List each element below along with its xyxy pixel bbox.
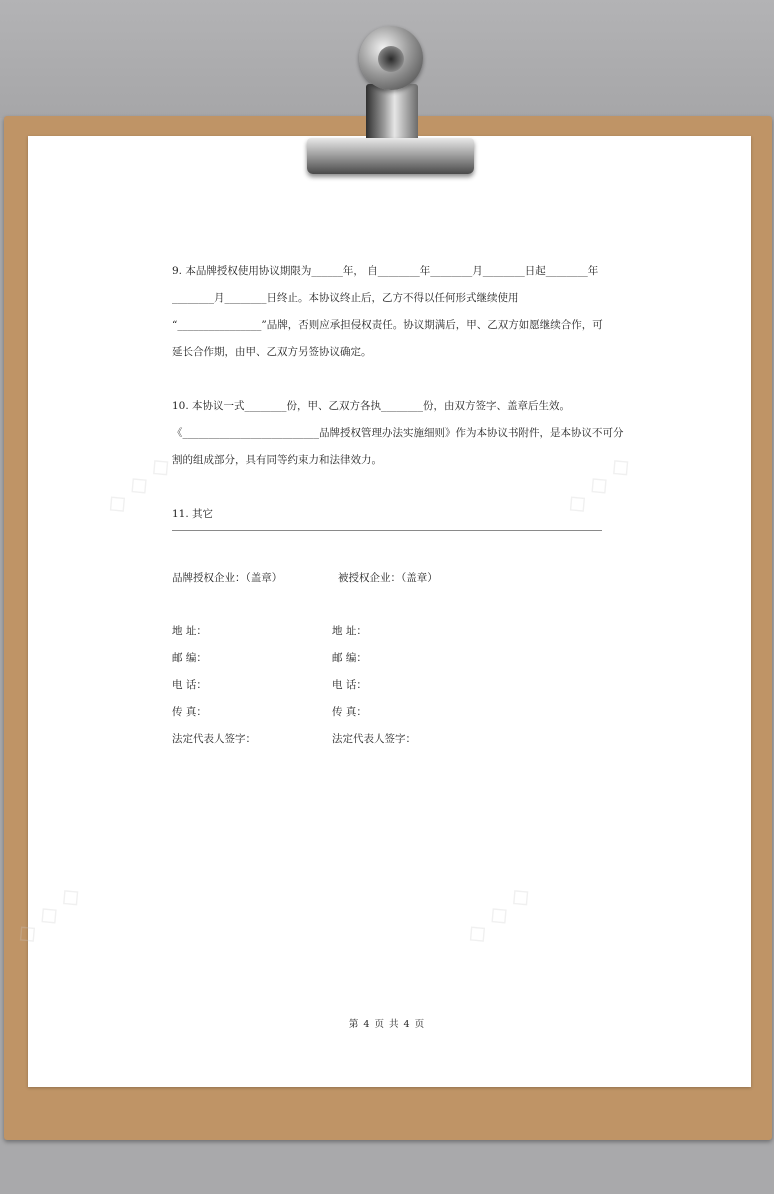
licensor-phone-label: 电 话： xyxy=(172,679,207,691)
licensee-postcode-label: 邮 编： xyxy=(332,652,367,664)
clause-9-line: 9. 本品牌授权使用协议期限为______年， 自________年________月________日起________年 xyxy=(172,265,599,277)
clause-10-line: 割的组成部分，具有同等约束力和法律效力。 xyxy=(172,454,382,466)
blank-line xyxy=(172,530,602,531)
watermark: ◇ ◇ ◇ xyxy=(459,878,538,952)
clause-9-line: ________月________日终止。本协议终止后，乙方不得以任何形式继续使用 xyxy=(172,292,519,304)
licensee-address-label: 地 址： xyxy=(332,625,367,637)
clause-9 xyxy=(172,258,604,366)
watermark: ◇ ◇ ◇ xyxy=(9,878,88,952)
page-footer: 第 4 页 共 4 页 xyxy=(348,1019,426,1030)
clause-10-line: 10. 本协议一式________份，甲、乙双方各执________份，由双方签字、盖章后生效。 xyxy=(172,400,571,412)
clause-9-line: “________________”品牌，否则应承担侵权责任。协议期满后，甲、乙双方如愿继续合作，可 xyxy=(172,319,603,331)
field-row xyxy=(172,672,604,699)
field-row xyxy=(172,618,604,645)
clip-neck xyxy=(366,84,418,146)
licensor-postcode-label: 邮 编： xyxy=(172,652,207,664)
licensee-rep-label: 法定代表人签字： xyxy=(332,733,416,745)
binder-clip-hole-icon xyxy=(378,46,404,72)
signature-fields xyxy=(172,618,604,753)
licensee-fax-label: 传 真： xyxy=(332,706,367,718)
licensee-phone-label: 电 话： xyxy=(332,679,367,691)
watermark: ◇ ◇ ◇ xyxy=(559,448,638,522)
watermark: ◇ ◇ ◇ xyxy=(99,448,178,522)
field-row xyxy=(172,645,604,672)
signature-headings xyxy=(172,565,604,592)
clause-11 xyxy=(172,501,604,528)
clause-10 xyxy=(172,393,624,474)
clause-9-line: 延长合作期，由甲、乙双方另签协议确定。 xyxy=(172,346,372,358)
licensor-rep-label: 法定代表人签字： xyxy=(172,733,256,745)
binder-clip-icon xyxy=(307,138,474,174)
licensee-heading: 被授权企业：（盖章） xyxy=(338,572,438,584)
field-row xyxy=(172,699,604,726)
field-row xyxy=(172,726,604,753)
licensor-fax-label: 传 真： xyxy=(172,706,207,718)
clause-11-title: 11. 其它 xyxy=(172,508,214,520)
clause-10-line: 《__________________________品牌授权管理办法实施细则》作为本协议书附件，是本协议不可分 xyxy=(172,427,624,439)
licensor-address-label: 地 址： xyxy=(172,625,207,637)
document-body xyxy=(172,258,624,753)
licensor-heading: 品牌授权企业：（盖章） xyxy=(172,572,283,584)
